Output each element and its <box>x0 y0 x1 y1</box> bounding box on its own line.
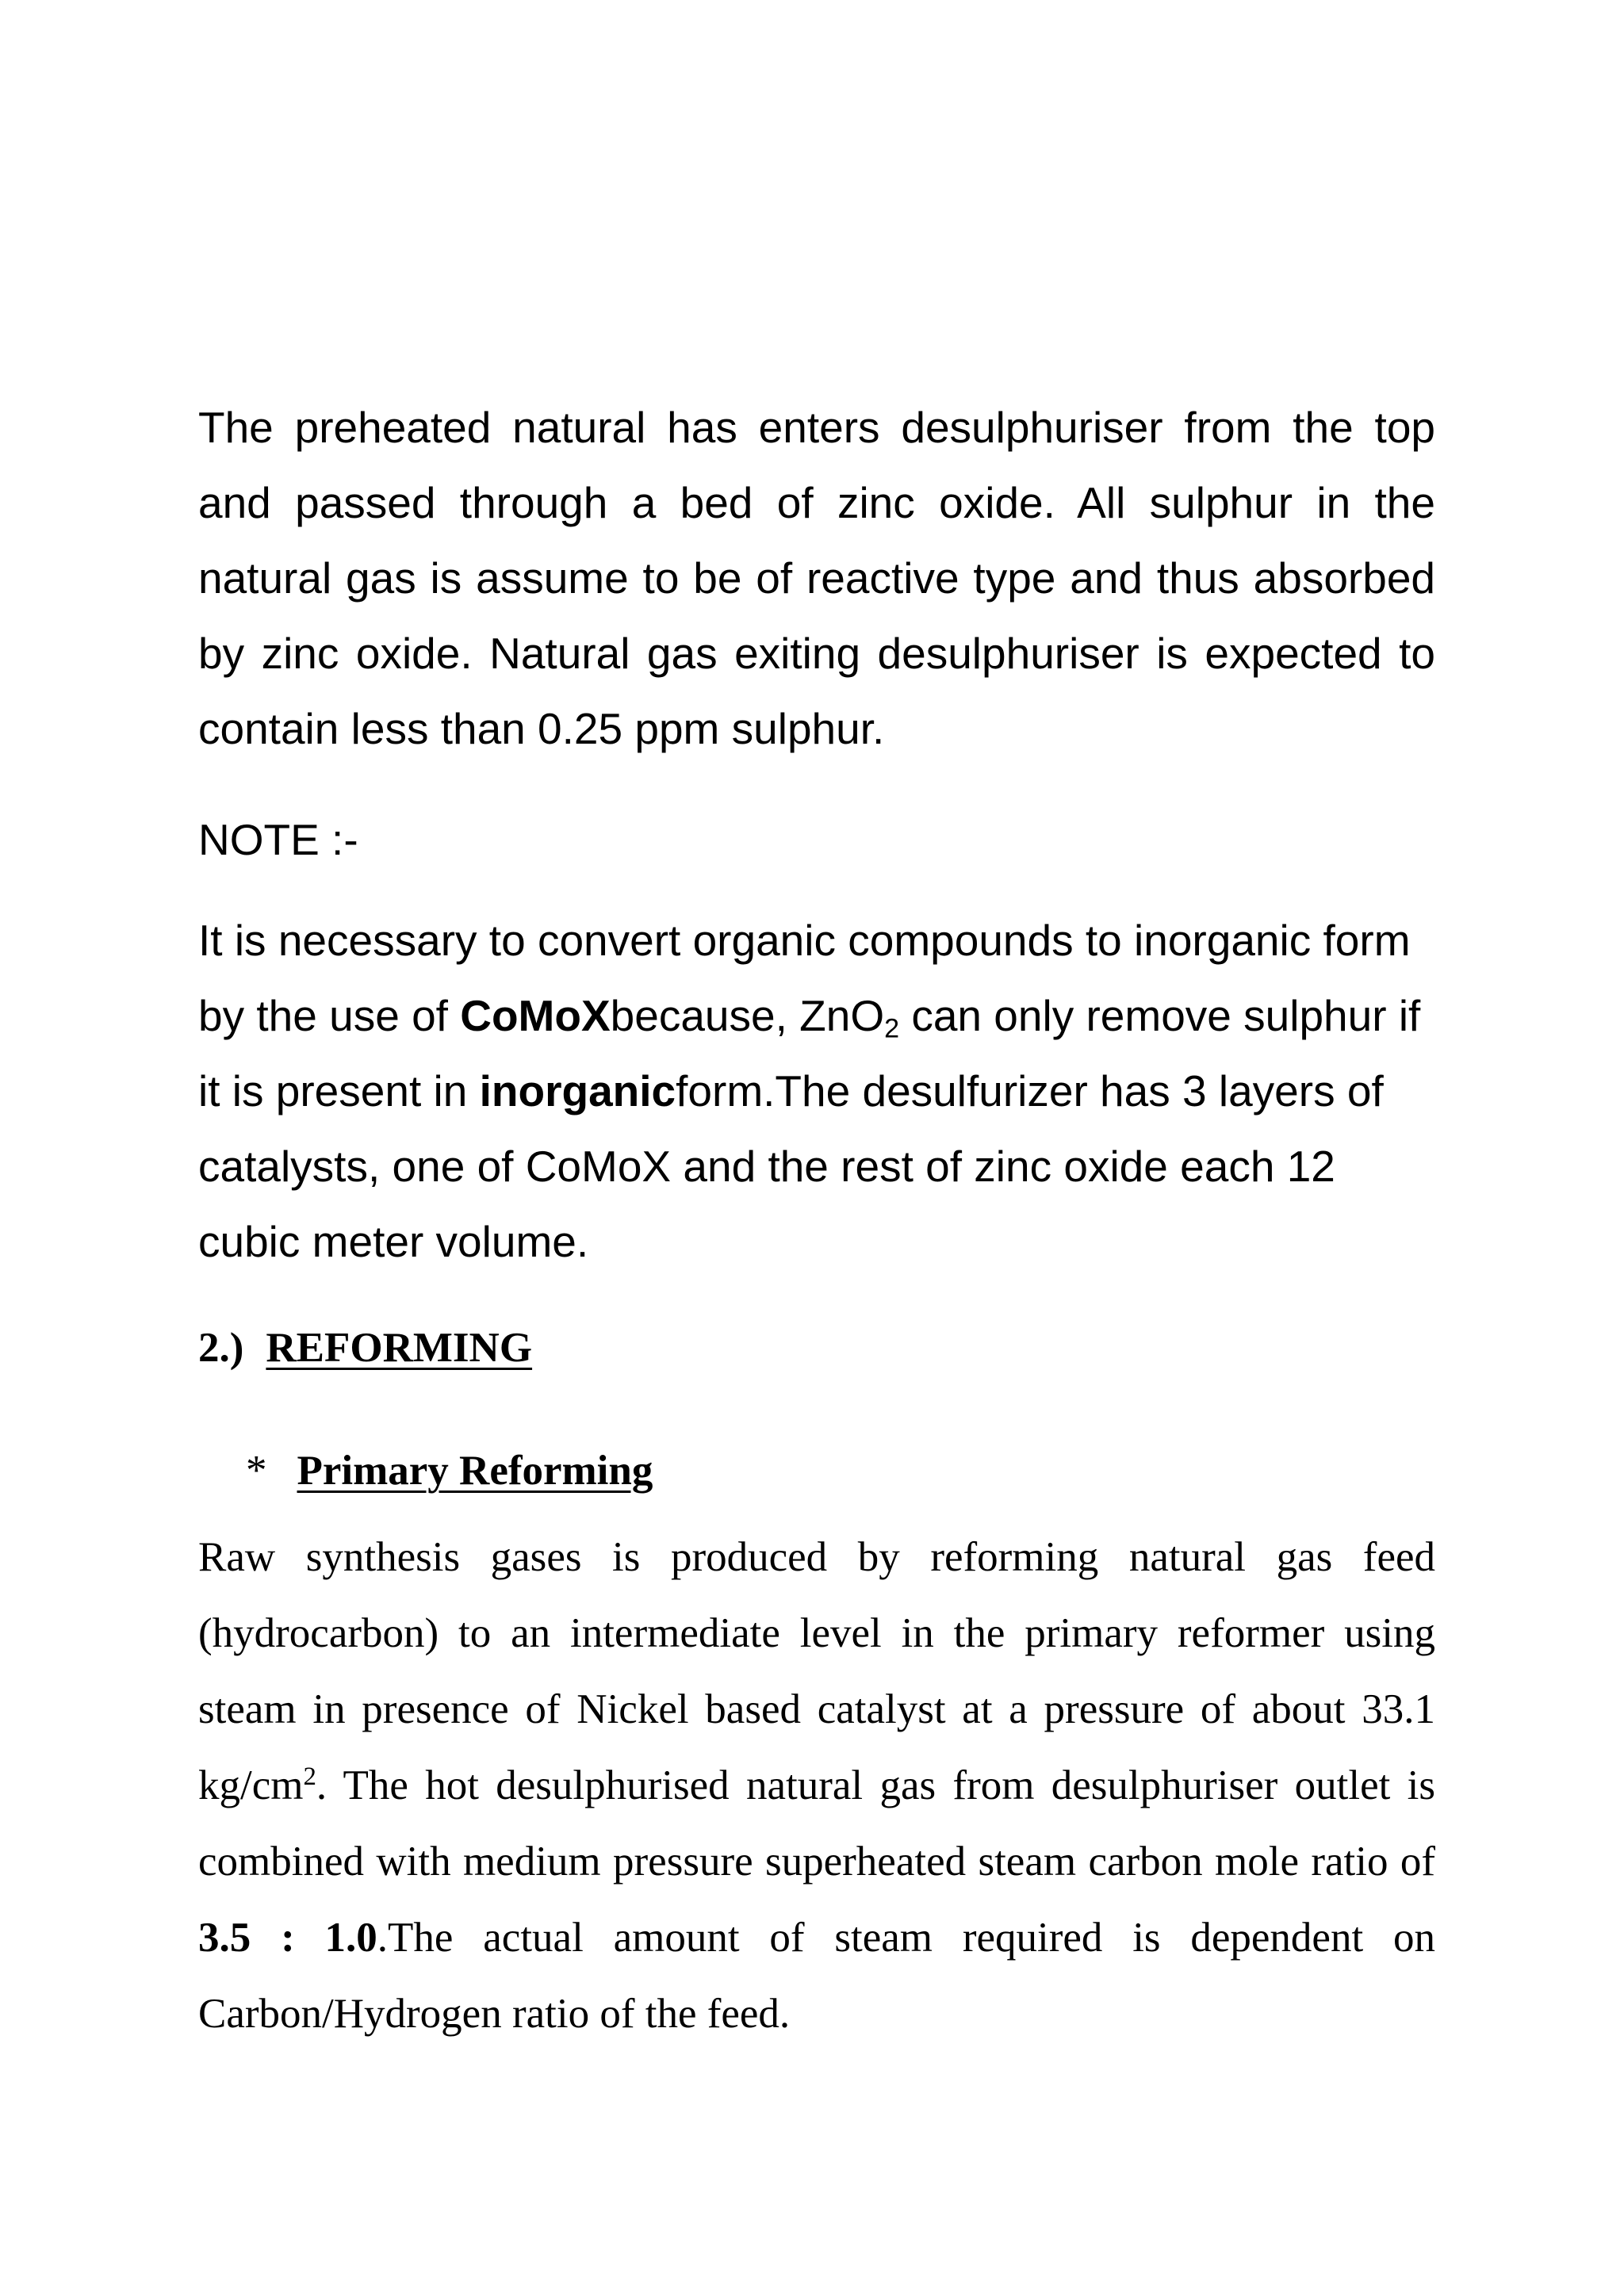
reforming-bold-ratio: 3.5 : 1.0 <box>198 1915 377 1961</box>
desulphuriser-paragraph <box>198 390 1435 767</box>
reforming-text-1: Raw synthesis gases is produced by reforming natural gas feed (hydrocarbon) to an intermediate level in the primary reformer using steam in presence of Nickel based catalyst at a pressure of about 33.1 kg/cm <box>198 1534 1435 1808</box>
note-text-1: It is necessary to convert organic compounds to inorganic form by the use of <box>198 916 1411 1040</box>
note-text-3: can only remove sulphur if it is present in <box>198 991 1421 1115</box>
section-title: REFORMING <box>266 1325 533 1371</box>
note-text-2: because, ZnO <box>610 991 885 1040</box>
note-label: NOTE :- <box>198 815 358 864</box>
section-number: 2.) <box>198 1325 244 1371</box>
reforming-text-3: .The actual amount of steam required is dependent on Carbon/Hydrogen ratio of the feed. <box>198 1915 1435 2037</box>
note-subscript: 2 <box>884 1013 900 1044</box>
subsection-bullet: * <box>246 1448 267 1494</box>
note-bold-inorganic: inorganic <box>479 1066 676 1115</box>
subsection-title: Primary Reforming <box>297 1448 653 1494</box>
note-paragraph <box>198 903 1435 1280</box>
reforming-superscript: 2 <box>303 1762 316 1791</box>
note-text-4: form.The desulfurizer has 3 layers of catalysts, one of CoMoX and the rest of zinc oxide each 12 cubic meter volume. <box>198 1066 1384 1266</box>
desulphuriser-paragraph-text: The preheated natural has enters desulphuriser from the top and passed through a bed of zinc oxide. All sulphur in the natural gas is assume to be of reactive type and thus absorbed by zinc oxide. Natural gas exiting desulphuriser is expected to contain less than 0.25 ppm sulphur. <box>198 403 1435 753</box>
note-bold-comox: CoMoX <box>460 991 611 1040</box>
reforming-text-2: . The hot desulphurised natural gas from desulphuriser outlet is combined with medium pressure superheated steam carbon mole ratio of <box>198 1762 1435 1885</box>
section-heading <box>198 1310 532 1386</box>
subsection-heading <box>246 1433 653 1509</box>
reforming-paragraph <box>198 1519 1435 2052</box>
